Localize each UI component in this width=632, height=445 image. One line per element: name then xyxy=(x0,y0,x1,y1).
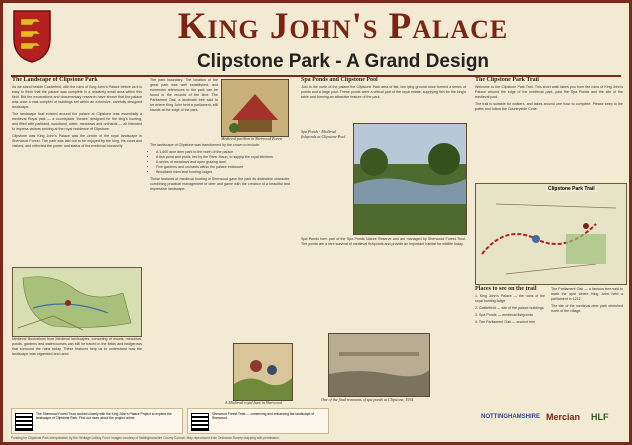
places-item: 2. Castlefield — site of the palace buildings xyxy=(475,306,544,310)
landscape-heading: The Landscape of Clipstone Park xyxy=(12,77,98,83)
park-feature-item: • A fish pond and pools, fed by the River Maun, to supply the royal kitchens xyxy=(156,155,290,160)
nottinghamshire-logo: NOTTINGHAMSHIRE xyxy=(481,414,540,420)
royal-hunt-caption: A Medieval royal hunt in Sherwood xyxy=(225,400,282,405)
spa-ponds-historic-photo xyxy=(328,333,430,397)
landscape-lower-text xyxy=(12,337,142,359)
places-item: 3. Spa Ponds — medieval fishponds xyxy=(475,313,533,317)
footer-strip xyxy=(11,408,621,438)
places-item: 1. King John's Palace — the ruins of the royal hunting lodge xyxy=(475,294,545,303)
park-feature-list xyxy=(156,150,290,175)
park-column-top xyxy=(150,78,218,115)
park-column xyxy=(150,143,290,194)
spa-ponds-lower xyxy=(301,237,466,249)
spa-ponds-paragraph-2: Spa Ponds form part of the Spa Ponds Nature Reserve and are managed by Sherwood Forest Trust. The ponds are a rare survival of medieval fishponds and provide an important habitat for wildlife today. xyxy=(301,237,466,246)
page-subtitle: Clipstone Park - A Grand Design xyxy=(196,51,490,72)
spa-ponds-historic-illustration xyxy=(329,334,429,396)
qr-code-icon xyxy=(191,413,209,431)
spa-ponds-photo xyxy=(353,123,467,235)
credits-line: Funding for Clipstone Park interpretation by the Heritage Lottery Fund. Images courtesy of Nottinghamshire County Council. Map reproduced from Ordnance Survey mapping with permission. xyxy=(11,436,280,440)
trail-heading: The Clipstone Park Trail xyxy=(475,77,539,83)
royal-shield-icon xyxy=(12,9,52,64)
trail-map xyxy=(475,183,627,285)
footer-block-2 xyxy=(187,408,329,434)
landscape-map-drawing xyxy=(13,268,141,336)
mercian-logo: Mercian xyxy=(546,412,581,422)
park-feature-item: • Woodland rides and hunting lodges xyxy=(156,170,290,175)
pavilion-illustration xyxy=(222,80,288,136)
right-notes xyxy=(551,287,623,316)
park-paragraph-3: These features of medieval hunting in Sherwood gave the park its distinctive character, combining practical management of deer and game with the creation of a beautiful and impressive landscape. xyxy=(150,177,290,191)
landscape-column xyxy=(12,78,142,151)
qr-code-icon xyxy=(15,413,33,431)
trail-map-drawing xyxy=(476,184,626,284)
hlf-logo: HLF xyxy=(591,412,609,422)
royal-hunt-illustration xyxy=(234,344,292,400)
right-note-2: The site of the medieval deer park stretched north of the village. xyxy=(551,304,623,313)
trail-map-title: Clipstone Park Trail xyxy=(548,186,595,192)
footer-text-2: Sherwood Forest Trust — conserving and enhancing the landscape of Sherwood. xyxy=(212,412,315,421)
spa-ponds-illustration xyxy=(354,124,466,234)
spa-ponds-column xyxy=(301,78,466,102)
royal-hunt-photo xyxy=(233,343,293,401)
park-paragraph-2: The landscape of Clipstone was transformed by the crown to include: xyxy=(150,143,260,147)
page-title: King John's Palace xyxy=(177,6,509,47)
park-feature-item: • A 1,600 acre deer park to the north of the palace xyxy=(156,150,290,155)
footer-text-1: The Sherwood Forest Trust worked closely with the King John's Palace Project to explore the landscape of Clipstone Park. Find out more about the project online. xyxy=(36,412,172,421)
places-heading: Places to see on the trail xyxy=(475,286,537,292)
park-feature-item: • A series of meadows and open grazing land xyxy=(156,160,290,165)
landscape-map xyxy=(12,267,142,337)
trail-column xyxy=(475,78,623,114)
park-feature-item: • Fine gardens and orchards within the palace enclosure xyxy=(156,165,290,170)
pavilion-caption: Medieval pavilion in Sherwood Forest xyxy=(221,136,283,141)
landscape-paragraph-3: Clipstone was King John's Palace was the centre of the royal landscape in Sherwood Forest. The park was laid out to be enjoyed by the king, his court and visitors, and reflected the power and status of the medieval monarchy. xyxy=(12,134,142,148)
right-note-1: The Parliament Oak — a famous tree said to mark the spot where King John held a parliament in 1212. xyxy=(551,287,623,301)
pavilion-photo xyxy=(221,79,289,137)
landscape-paragraph-1: As we stand beside Castlefield, with the ruins of King John's Palace before us it is easy to think that the palace was complete in a relatively small area within this field. But the excavations and documentary research have shown that the palace was once a vast complex of buildings set within an extensive, carefully designed landscape. xyxy=(12,85,142,109)
spa-ponds-paragraph-1: Just to the north of the palace the Clipstone Park area of flat, low lying ground once formed a series of ponds and a large pool. These ponds were a critical part of the royal estate, supplying fish for the king's table and forming an attractive feature of the park. xyxy=(301,85,466,99)
trail-paragraph-1: Welcome to the Clipstone Park Trail. This short walk takes you from the ruins of King John's Palace around the edge of the medieval park, past the Spa Ponds and the site of the medieval pool. xyxy=(475,85,623,99)
trail-paragraph-2: The trail is suitable for walkers, and takes around one hour to complete. Please keep to the paths and follow the Countryside Code. xyxy=(475,102,623,111)
landscape-paragraph-2: The landscape that existed around the palace at Clipstone was essentially a medieval Royal park — a countryside 'theatre' designed for the king's hunting, and filled with parkland, woodland, water, meadows and orchards — all intended to impress visitors arriving at the royal residence of Clipstone. xyxy=(12,112,142,131)
spa-ponds-caption: Spa Ponds - Medieval fishponds at Clipstone Pool xyxy=(301,129,346,139)
park-paragraph-1: The park boundary. The location of the great park was well established, and numerous references to the park can be found in the records of the time. The Parliament Oak, a landmark tree said to be where King John held a parliament, still stands at the edge of the park. xyxy=(150,78,218,112)
landscape-paragraph-4: Medieval Illustrations from Medieval landscapes, consisting of woods, meadows, ponds, gardens and watercourses can still be traced in the fields and hedgerows that surround the ruins today. These features help us to understand how the landscape was organised and used. xyxy=(12,337,142,356)
places-item: 4. The Parliament Oak — ancient tree xyxy=(475,320,536,324)
spa-ponds-heading: Spa Ponds and Clipstone Pool xyxy=(301,77,378,83)
spa-ponds-historic-caption: One of the final remnants of spa ponds at Clipstone, 1934 xyxy=(321,397,414,402)
footer-block-1 xyxy=(11,408,183,434)
places-column xyxy=(475,287,545,327)
